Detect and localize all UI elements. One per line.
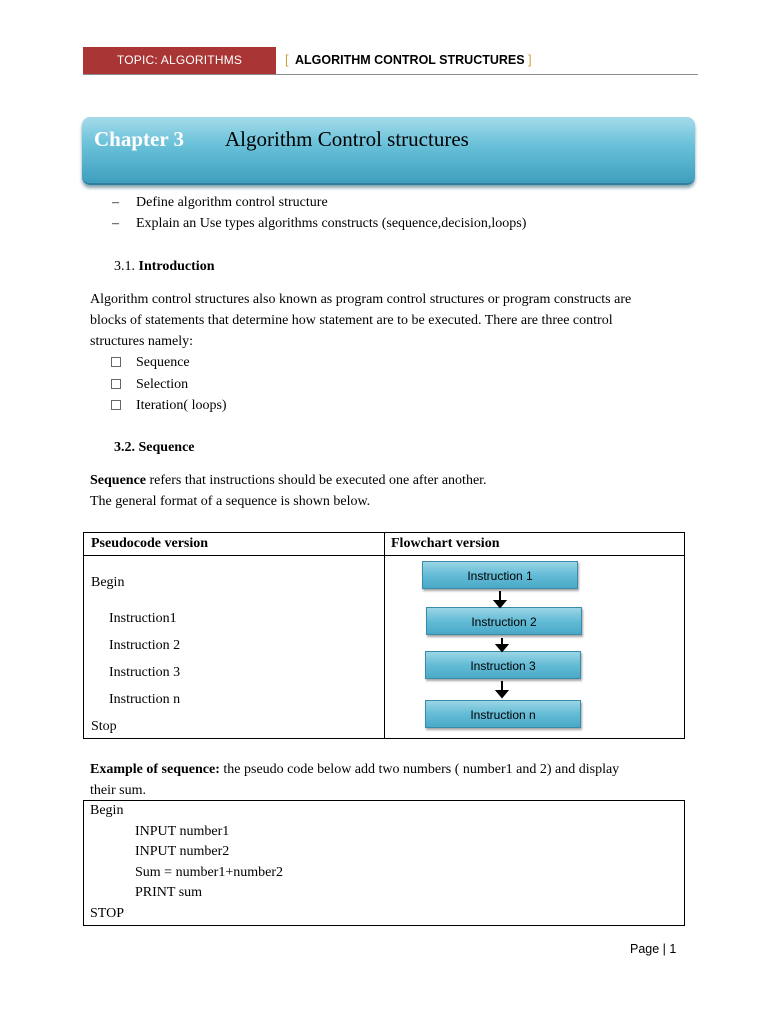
section-heading-introduction	[114, 256, 214, 277]
example-caption	[90, 759, 690, 801]
code-line: Sum = number1+number2	[135, 865, 283, 880]
bullet-box-icon	[111, 379, 121, 389]
structures-list	[0, 352, 768, 417]
arrow-down-icon	[495, 601, 505, 607]
bullet-box-icon	[111, 400, 121, 410]
objective-item	[0, 192, 768, 213]
definition-line	[90, 470, 690, 491]
list-item-text: Selection	[136, 376, 189, 392]
section-title: Introduction	[138, 259, 215, 274]
example-caption-text: their sum.	[90, 783, 146, 798]
objective-text: Explain an Use types algorithms constructs (sequence,decision,loops)	[136, 216, 527, 231]
bullet-box-icon	[111, 357, 121, 367]
flowchart-step: Instruction n	[425, 700, 581, 728]
example-code-box	[83, 800, 685, 926]
section-number: 3.1.	[114, 259, 135, 274]
chapter-number: Chapter 3	[94, 127, 185, 151]
section-heading-sequence: 3.2. Sequence	[114, 440, 195, 455]
sequence-definition	[90, 470, 690, 512]
sequence-format-table	[83, 532, 685, 739]
dash-bullet: –	[112, 195, 119, 210]
list-item	[0, 374, 768, 396]
definition-text: refers that instructions should be executed one after another.	[146, 473, 487, 488]
flowchart-step: Instruction 1	[422, 561, 578, 589]
code-line: PRINT sum	[135, 885, 203, 900]
pseudo-instruction: Instruction 3	[109, 665, 181, 680]
paragraph-line: Algorithm control structures also known as program control structures or program constructs are	[90, 292, 632, 307]
table-header-divider	[84, 555, 684, 556]
header-title-text: ALGORITHM CONTROL STRUCTURES	[294, 53, 525, 67]
example-caption-line	[90, 759, 690, 780]
code-line: Begin	[90, 803, 124, 818]
paragraph-line: structures namely:	[90, 334, 194, 349]
pseudo-instruction: Instruction 2	[109, 638, 181, 653]
flowchart-step: Instruction 3	[425, 651, 581, 679]
pseudo-instruction: Instruction1	[109, 611, 177, 626]
table-header-pseudocode: Pseudocode version	[91, 536, 209, 551]
header-bracket-close: ]	[528, 53, 532, 67]
code-line: STOP	[90, 906, 124, 921]
objective-item	[0, 213, 768, 234]
header-title	[285, 47, 532, 74]
table-column-divider	[384, 533, 385, 738]
header-bracket-open: [	[285, 53, 289, 67]
intro-paragraph	[90, 289, 690, 352]
list-item-text: Iteration( loops)	[136, 398, 227, 413]
list-item	[0, 395, 768, 417]
dash-bullet: –	[112, 216, 119, 231]
paragraph-line: blocks of statements that determine how statement are to be executed. There are three control	[90, 313, 613, 328]
arrow-down-icon	[497, 691, 507, 697]
code-line: INPUT number1	[135, 824, 230, 839]
list-item-text: Sequence	[136, 355, 190, 370]
pseudo-stop: Stop	[91, 719, 117, 734]
objective-text: Define algorithm control structure	[136, 195, 328, 210]
objectives-list	[0, 192, 768, 236]
chapter-title: Algorithm Control structures	[225, 127, 469, 151]
pseudo-begin: Begin	[91, 575, 125, 590]
general-format-line: The general format of a sequence is shown below.	[90, 494, 371, 509]
example-label: Example of sequence:	[90, 762, 220, 777]
definition-term: Sequence	[90, 473, 146, 488]
table-header-flowchart: Flowchart version	[391, 536, 500, 551]
example-caption-text: the pseudo code below add two numbers ( number1 and 2) and display	[219, 762, 620, 777]
list-item	[0, 352, 768, 374]
pseudo-instruction: Instruction n	[109, 692, 181, 707]
header-rule	[83, 74, 698, 75]
page-number: Page | 1	[630, 942, 677, 956]
arrow-down-icon	[497, 645, 507, 651]
code-line: INPUT number2	[135, 844, 230, 859]
header-topic: TOPIC: ALGORITHMS	[83, 47, 276, 74]
flowchart-arrows	[484, 589, 514, 701]
flowchart-step: Instruction 2	[426, 607, 582, 635]
